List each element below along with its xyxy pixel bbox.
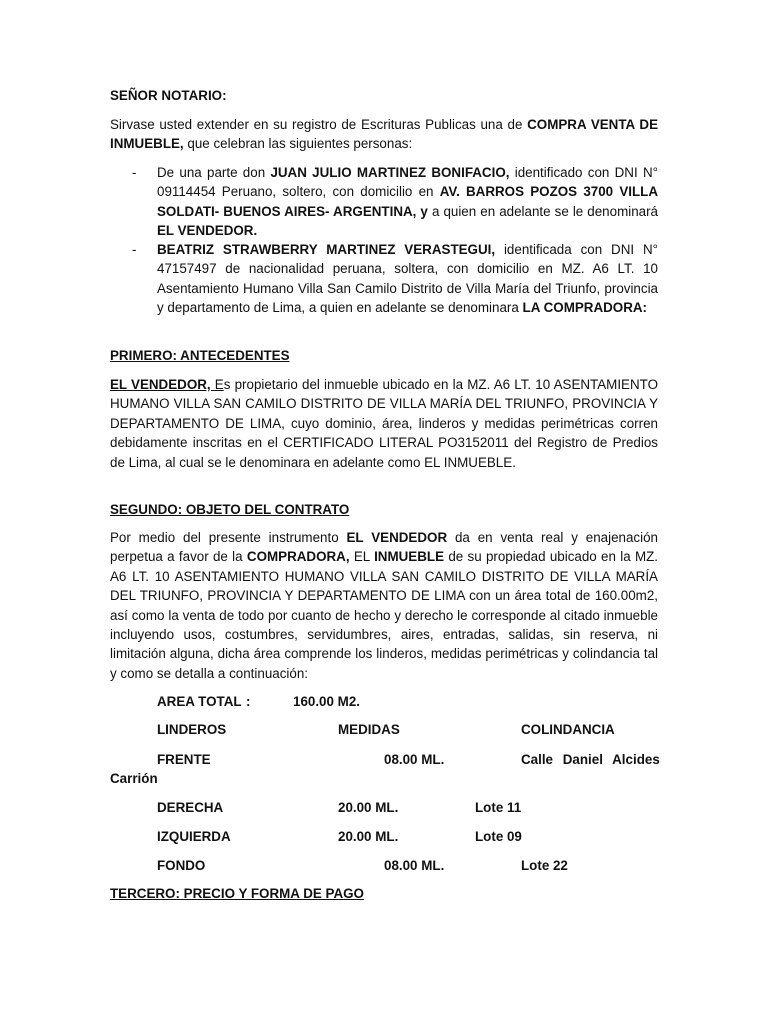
area-total-separator: : bbox=[246, 694, 251, 709]
area-total-row bbox=[157, 692, 658, 712]
intro-text-2: que celebran las siguientes personas: bbox=[183, 136, 413, 152]
buyer-role: LA COMPRADORA: bbox=[522, 300, 648, 316]
header-colindancia: COLINDANCIA bbox=[521, 722, 615, 737]
row-lindero: FRENTE bbox=[157, 752, 211, 767]
list-dash: - bbox=[132, 242, 137, 257]
row-lindero: DERECHA bbox=[157, 800, 224, 815]
party-seller-text-1: De una parte don bbox=[157, 165, 271, 180]
buyer-name: BEATRIZ STRAWBERRY MARTINEZ VERASTEGUI, bbox=[157, 242, 496, 257]
header-medidas: MEDIDAS bbox=[338, 722, 400, 737]
party-buyer-item bbox=[132, 240, 658, 318]
objeto-text-2: da en venta real y enajenación perpetua a favor de la bbox=[110, 530, 658, 565]
seller-address: AV. BARROS POZOS 3700 VILLA SOLDATI- BUENOS AIRES- ARGENTINA, y bbox=[157, 184, 658, 219]
row-medida: 08.00 ML. bbox=[384, 752, 445, 767]
table-row bbox=[157, 798, 658, 818]
objeto-text-1: Por medio del presente instrumento bbox=[110, 530, 347, 545]
section-objeto-body bbox=[110, 528, 658, 683]
row-colindancia: Lote 09 bbox=[475, 829, 522, 844]
row-medida: 20.00 ML. bbox=[338, 829, 399, 844]
list-dash: - bbox=[132, 165, 137, 180]
intro-contract-type: COMPRA VENTA DE INMUEBLE, bbox=[110, 117, 659, 152]
objeto-text-4: de su propiedad ubicado en la MZ. A6 LT. 10 ASENTAMIENTO HUMANO VILLA SAN CAMILO DISTRITO DE VILLA MARÍA DEL TRIUNFO, PROVINCIA Y DEPARTAMENTO DE LIMA con un área total de 160.00m2, así como la venta de todo por cuanto de hecho y derecho le corresponde al citado inmueble incluyendo usos, costumbres, servidumbres, aires, entradas, salidas, sin reserva, ni limitación alguna, dicha área comprende los linderos, medidas perimétricas y colindancia tal y como se detalla a continuación: bbox=[110, 549, 659, 681]
row-medida: 08.00 ML. bbox=[384, 858, 445, 873]
section-objeto-title: SEGUNDO: OBJETO DEL CONTRATO bbox=[110, 502, 350, 517]
area-total-label: AREA TOTAL bbox=[157, 694, 242, 709]
party-seller-item bbox=[132, 163, 659, 241]
row-colindancia: Lote 11 bbox=[475, 800, 522, 815]
section-antecedentes-title: PRIMERO: ANTECEDENTES bbox=[110, 348, 290, 363]
row-lindero: FONDO bbox=[157, 858, 206, 873]
objeto-buyer: COMPRADORA, bbox=[246, 549, 350, 565]
party-buyer-text-1: identificada con DNI N° 47157497 de nacionalidad peruana, soltera, con domicilio en MZ. A6 LT. 10 Asentamiento Humano Villa San Camilo Distrito de Villa María del Triunfo, provincia y departamento de Lima, a quien en adelante se denominara bbox=[157, 242, 658, 316]
objeto-text-3: EL bbox=[349, 549, 375, 565]
seller-role: EL VENDEDOR. bbox=[157, 223, 258, 239]
intro-text-1: Sirvase usted extender en su registro de Escrituras Publicas una de bbox=[110, 117, 528, 132]
row-medida: 20.00 ML. bbox=[338, 800, 399, 815]
table-row bbox=[157, 827, 658, 847]
party-seller-text-3: a quien en adelante se le denominará bbox=[427, 203, 659, 219]
section-precio-title: TERCERO: PRECIO Y FORMA DE PAGO bbox=[110, 886, 364, 901]
objeto-seller: EL VENDEDOR bbox=[346, 530, 448, 545]
row-colindancia-continuation: Carrión bbox=[110, 771, 158, 786]
boundaries-header-row bbox=[157, 720, 658, 740]
intro-paragraph bbox=[110, 115, 658, 154]
section-antecedentes-body bbox=[110, 375, 658, 472]
seller-name: JUAN JULIO MARTINEZ BONIFACIO, bbox=[270, 165, 510, 180]
antecedentes-first-letter: E bbox=[214, 377, 224, 392]
row-lindero: IZQUIERDA bbox=[157, 829, 231, 844]
row-colindancia: Calle Daniel Alcides bbox=[521, 752, 660, 767]
objeto-property: INMUEBLE bbox=[374, 549, 445, 565]
area-total-value: 160.00 M2. bbox=[293, 694, 360, 709]
party-seller-text-2: identificado con DNI N° 09114454 Peruano, soltero, con domicilio en bbox=[157, 165, 658, 200]
antecedentes-text: s propietario del inmueble ubicado en la MZ. A6 LT. 10 ASENTAMIENTO HUMANO VILLA SAN CAMILO DISTRITO DE VILLA MARÍA DEL TRIUNFO, PROVINCIA Y DEPARTAMENTO DE LIMA, cuyo dominio, área, linderos y medidas perimétricas corren debidamente inscritas en el CERTIFICADO LITERAL PO3152011 del Registro de Predios de Lima, al cual se le denominara en adelante como EL INMUEBLE. bbox=[110, 377, 658, 470]
table-row bbox=[157, 856, 658, 876]
table-row bbox=[157, 750, 658, 770]
row-colindancia: Lote 22 bbox=[521, 858, 568, 873]
header-linderos: LINDEROS bbox=[157, 722, 227, 737]
antecedentes-seller: EL VENDEDOR, bbox=[110, 377, 215, 392]
document-heading: SEÑOR NOTARIO: bbox=[110, 88, 227, 103]
